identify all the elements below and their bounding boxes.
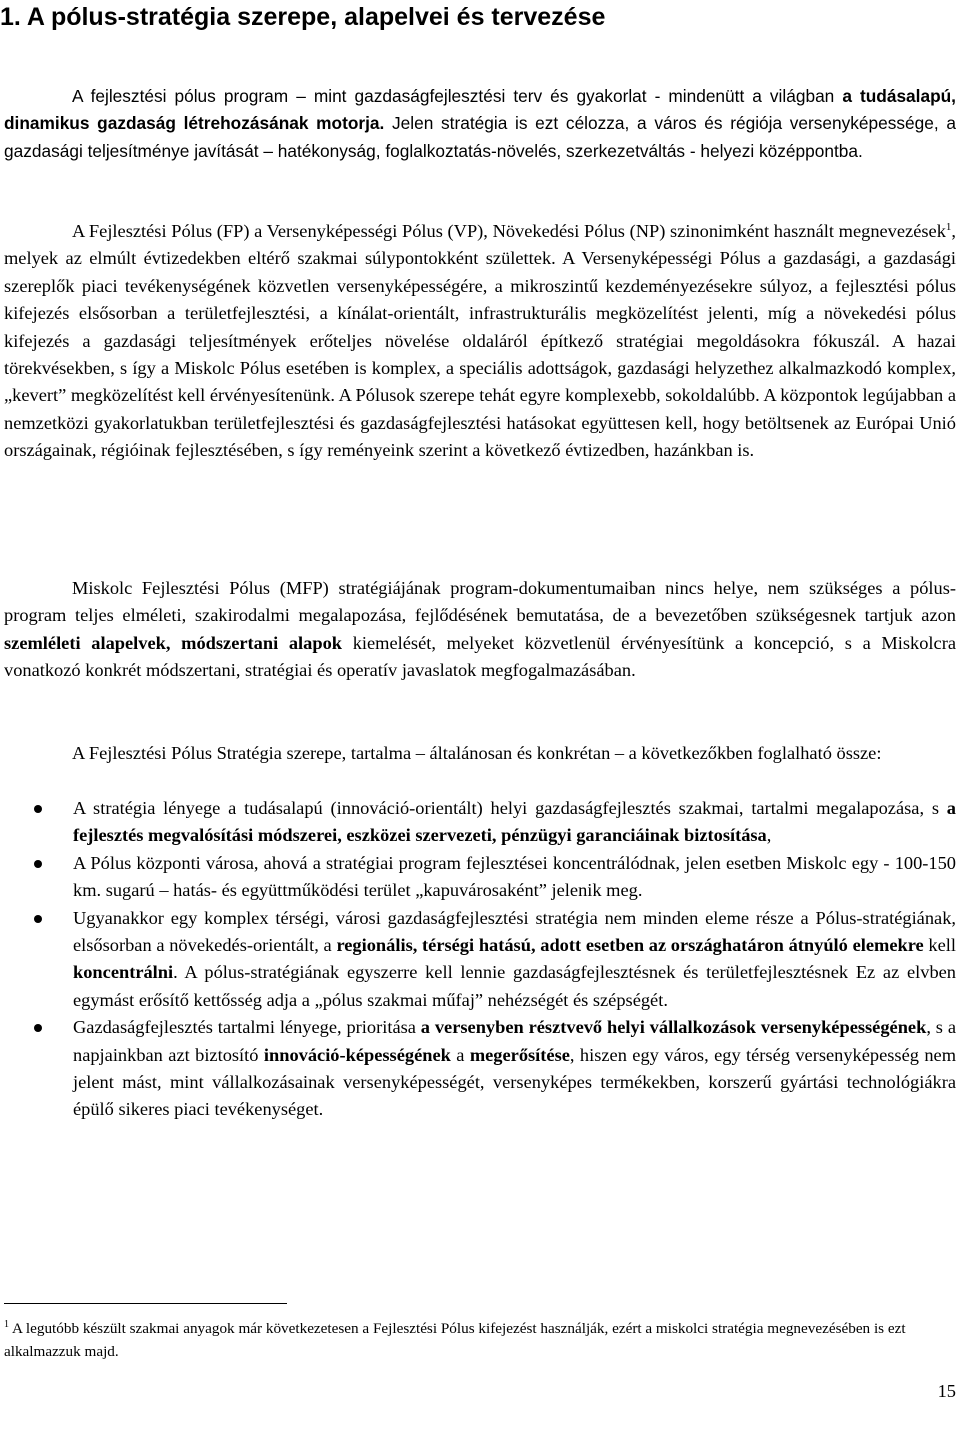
- bullet-list: [4, 795, 956, 1124]
- paragraph-mfp-text-end: kiemelését, melyeket közvetlenül érvényesítünk a koncepció, s a Miskolcra vonatkozó konkrét módszertani, stratégiai és operatív javaslatok megfogalmazásában.: [4, 632, 956, 681]
- paragraph-pole-text: A Fejlesztési Pólus (FP) a Versenyképességi Pólus (VP), Növekedési Pólus (NP) szinonimként használt megnevezések: [72, 221, 946, 241]
- list-item-text: Ugyanakkor egy komplex térségi, városi gazdaságfejlesztési stratégia nem minden eleme része a Pólus-stratégiának, elsősorban a növekedés-orientált, a: [73, 907, 956, 956]
- paragraph-intro-bold: a tudásalapú, dinamikus gazdaság létrehozásának motorja.: [4, 86, 956, 134]
- paragraph-intro: [4, 83, 956, 165]
- footnote-reference[interactable]: 1: [945, 220, 952, 233]
- list-item-text: A stratégia lényege a tudásalapú (innováció-orientált) helyi gazdaságfejlesztés szakmai, tartalmi megalapozása, s: [73, 798, 947, 818]
- list-item-text: a: [450, 1044, 470, 1065]
- list-item: [4, 1014, 956, 1124]
- list-item-bold: a fejlesztés megvalósítási módszerei, eszközei szervezeti, pénzügyi garanciáinak biztosítása: [73, 798, 956, 846]
- section-heading: 1. A pólus-stratégia szerepe, alapelvei és tervezése: [0, 3, 606, 31]
- list-item-bold: koncentrálni: [73, 962, 174, 983]
- paragraph-pole-text-end: , melyek az elmúlt évtizedekben eltérő szakmai súlypontokként születtek. A Versenyképességi Pólus a gazdasági, a gazdasági szereplők piaci tevékenységének közvetlen versenyképességére, a mikroszintű kezdeményezésekre súlyoz, a fejlesztési pólus kifejezés elsősorban a területfejlesztési, a kínálat-orientált, infrastrukturális megközelítést jelenti, míg a növekedési pólus kifejezés a gazdasági teljesítmények erőteljes növelése oldaláról építkező stratégiai megoldásokra fókuszál. A hazai törekvésekben, s így a Miskolc Pólus esetében is komplex, a speciális adottságok, gazdasági helyzethez alkalmazkodó komplex, „kevert” megközelítést kell érvényesítenünk. A Pólusok szerepe tehát egyre komplexebb, sokoldalúbb. A központok legújabban a nemzetközi gyakorlatukban területfejlesztési és gazdaságfejlesztési hatásokat együttesen kell, hogy betöltsenek az Európai Unió országainak, régióinak fejlesztésében, s így reményeink szerint a következő évtizedben, hazánkban is.: [4, 221, 956, 461]
- paragraph-mfp: [4, 575, 956, 685]
- list-item-bold: a versenyben résztvevő helyi vállalkozások versenyképességének: [420, 1017, 927, 1038]
- list-item-text: , hiszen egy város, egy térség versenyképesség nem jelent mást, mint vállalkozásainak versenyképességét, versenyképes termékekben, korszerű gyártási technológiákra épülő sikeres piaci tevékenységet.: [73, 1044, 956, 1120]
- footnote-number: 1: [4, 1318, 9, 1330]
- list-item-text: kell: [923, 935, 956, 956]
- list-item: [4, 905, 956, 1015]
- bullet-icon: [34, 1024, 42, 1032]
- paragraph-mfp-bold: szemléleti alapelvek, módszertani alapok: [4, 632, 343, 653]
- bullet-icon: [34, 915, 42, 923]
- list-item-text: ,: [766, 825, 772, 846]
- footnote-text: A legutóbb készült szakmai anyagok már következetesen a Fejlesztési Pólus kifejezést használják, ezért a miskolci stratégia megnevezésében is ezt alkalmazzuk majd.: [4, 1320, 906, 1360]
- paragraph-summary-intro: A Fejlesztési Pólus Stratégia szerepe, tartalma – általánosan és konkrétan – a következőkben foglalható össze:: [72, 743, 882, 763]
- list-item-bold: megerősítése: [469, 1044, 570, 1065]
- paragraph-mfp-text: Miskolc Fejlesztési Pólus (MFP) stratégiájának program-dokumentumaiban nincs helye, nem szükséges a pólus-program teljes elméleti, szakirodalmi megalapozása, fejlődésének bemutatása, de a bevezetőben szükségesnek tartjuk azon: [4, 578, 956, 626]
- list-item-bold: regionális, térségi hatású, adott esetben az országhatáron átnyúló elemekre: [336, 935, 924, 956]
- paragraph-intro-text-end: Jelen stratégia is ezt célozza, a város és régiója versenyképessége, a gazdasági teljesítménye javítását – hatékonyság, foglalkoztatás-növelés, szerkezetváltás - helyezi középpontba.: [4, 113, 956, 161]
- page-number: 15: [937, 1381, 956, 1401]
- list-item-text: . A pólus-stratégiának egyszerre kell lennie gazdaságfejlesztésnek és területfejlesztésnek Ez az elvben egymást erősítő kettősség adja a „pólus szakmai műfaj” nehézségét és szépségét.: [73, 962, 956, 1010]
- list-item-text: A Pólus központi városa, ahová a stratégiai program fejlesztései koncentrálódnak, jelen esetben Miskolc egy - 100-150 km. sugarú – hatás- és együttműködési terület „kapuvárosaként” jelenik meg.: [73, 852, 956, 901]
- list-item-text: , s a napjainkban azt biztosító: [73, 1017, 956, 1065]
- footnote: [4, 1318, 956, 1363]
- list-item: [4, 850, 956, 905]
- footnote-separator: [4, 1303, 287, 1304]
- bullet-icon: [34, 860, 42, 868]
- bullet-icon: [34, 805, 42, 813]
- list-item-bold: innováció-képességének: [263, 1044, 451, 1065]
- paragraph-pole-definitions: [4, 218, 956, 465]
- list-item: [4, 795, 956, 850]
- list-item-text: Gazdaságfejlesztés tartalmi lényege, prioritása: [73, 1017, 421, 1038]
- paragraph-intro-text: A fejlesztési pólus program – mint gazdaságfejlesztési terv és gyakorlat - mindenütt a világban: [72, 86, 843, 106]
